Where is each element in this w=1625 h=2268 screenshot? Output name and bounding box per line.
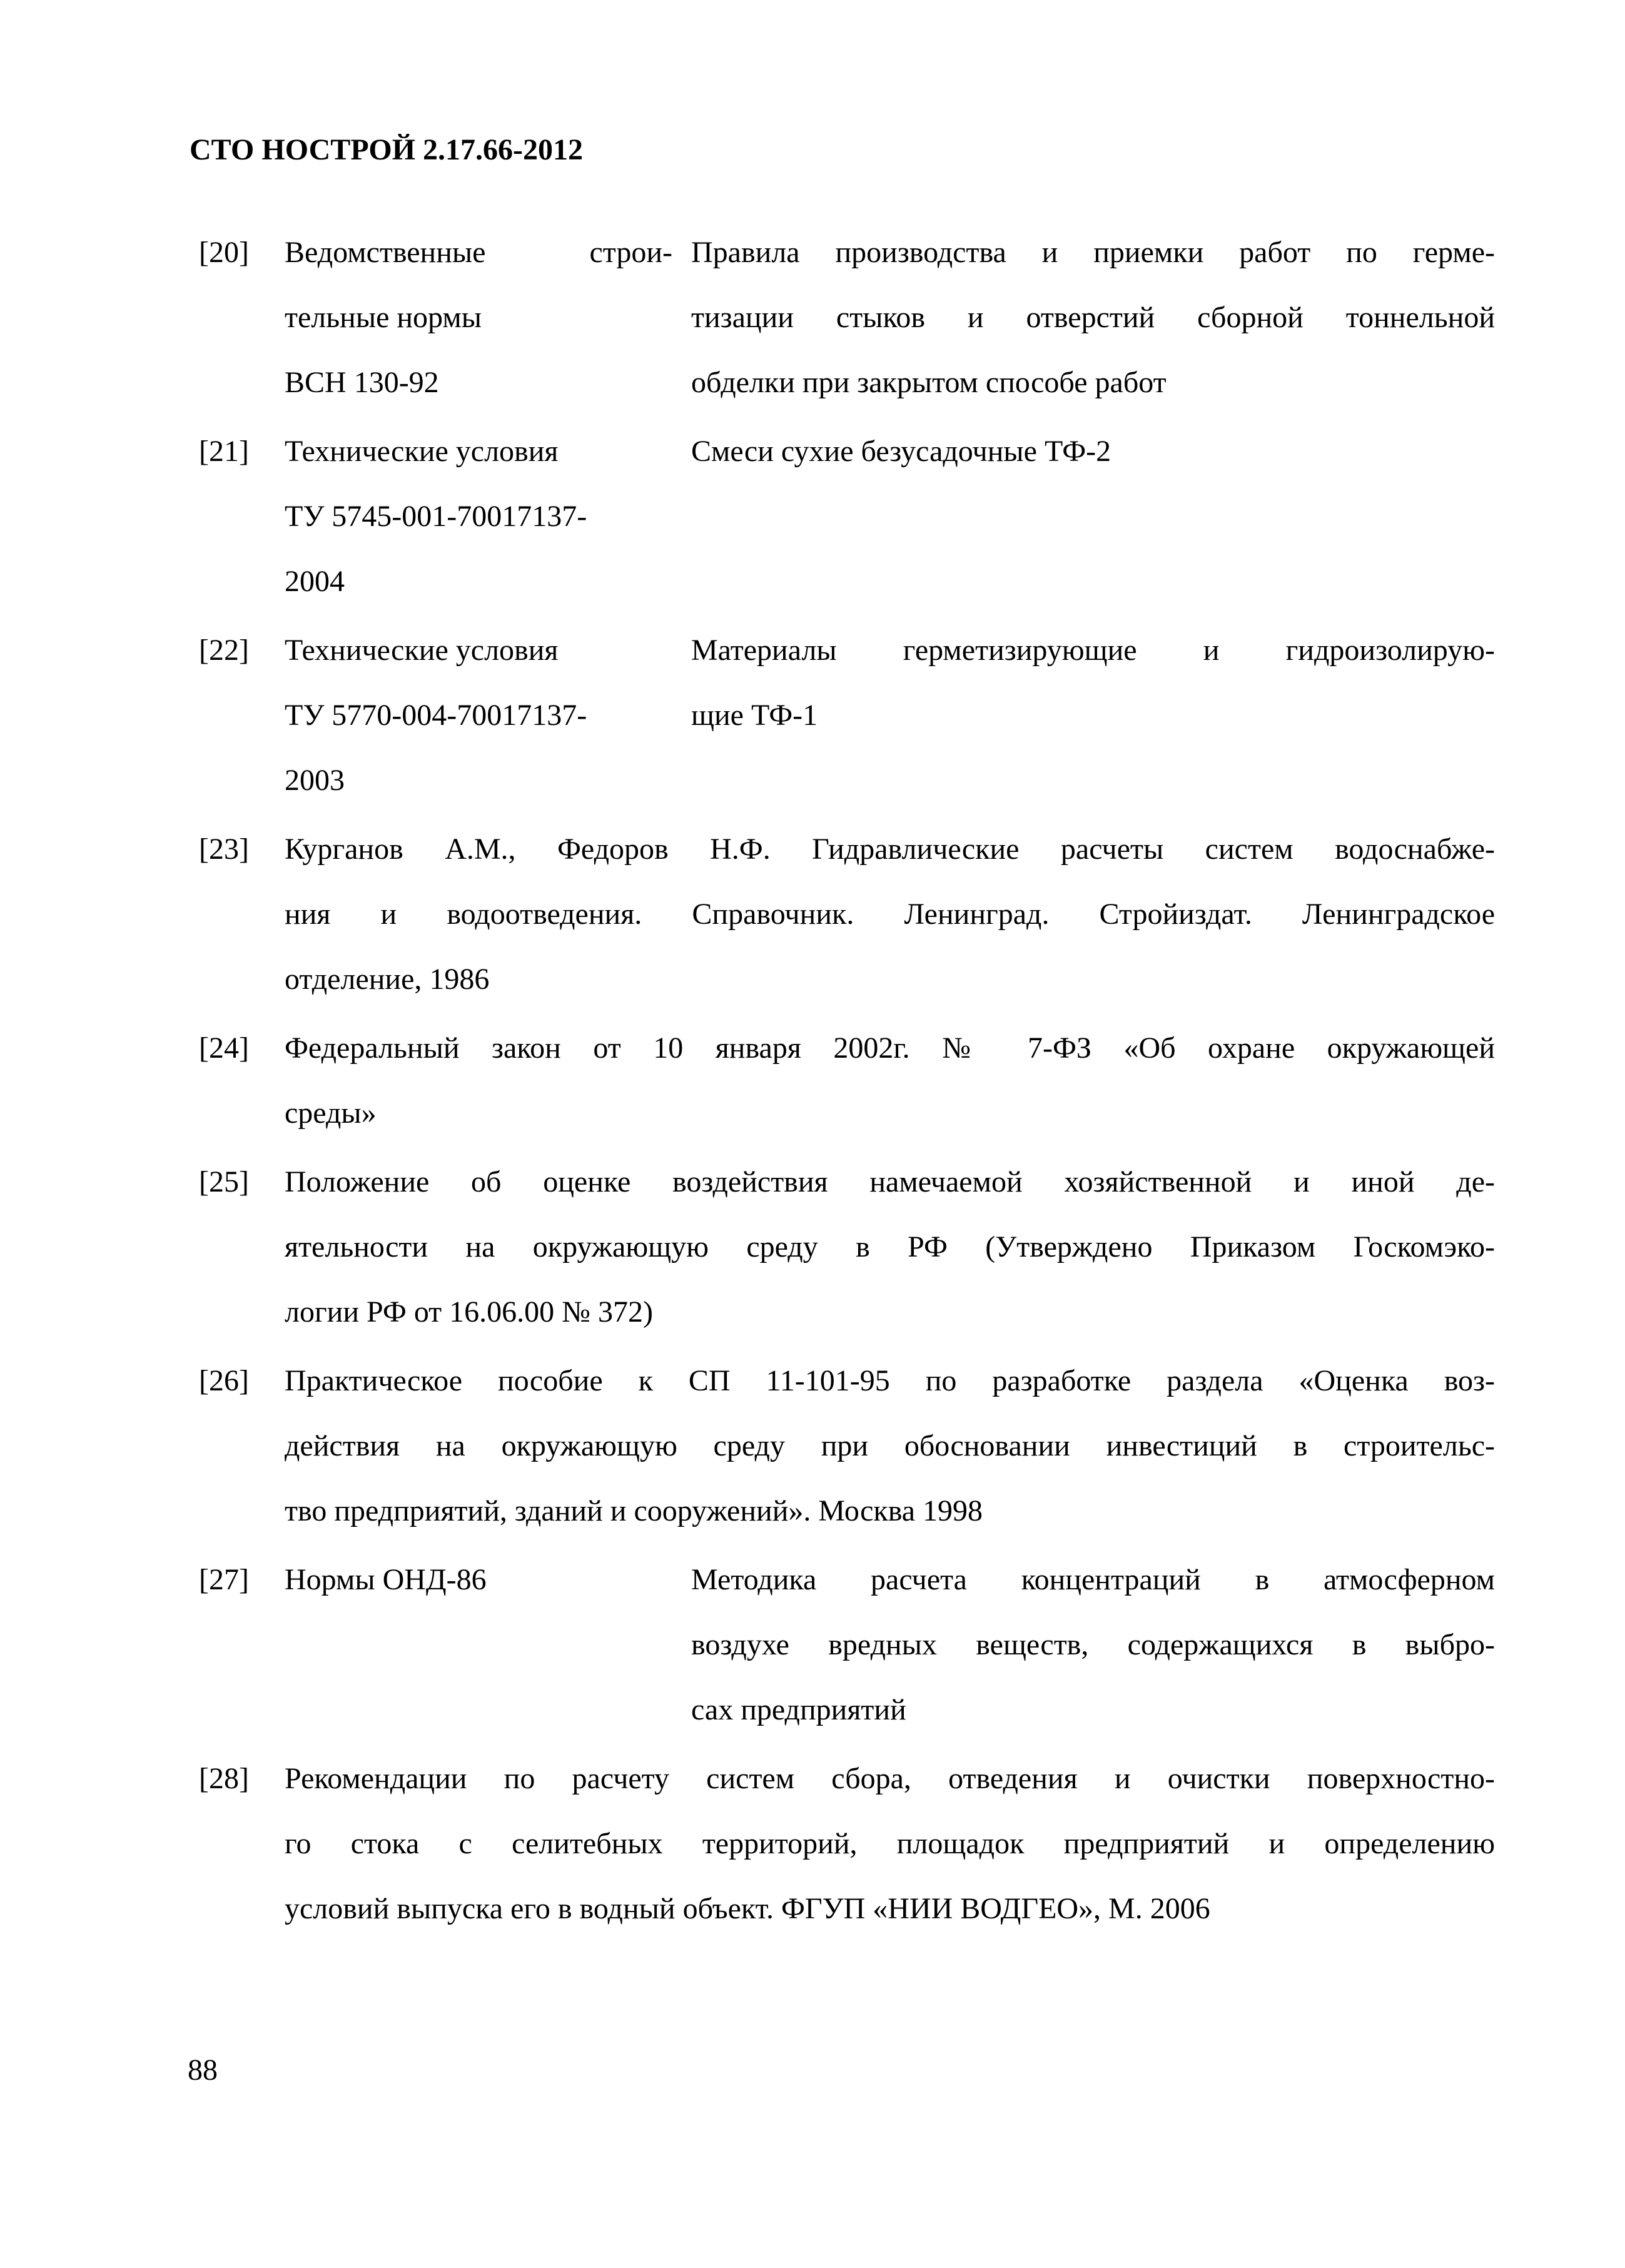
reference-text-line: 2004	[285, 565, 345, 598]
reference-text-line: Методика расчета концентраций в атмосферном	[691, 1563, 1495, 1596]
reference-body	[285, 817, 1495, 1012]
reference-text-line: сах предприятий	[691, 1693, 906, 1726]
reference-text-line: воздухе вредных веществ, содержащихся в выбро-	[691, 1628, 1495, 1661]
reference-number: [23]	[199, 833, 249, 866]
reference-text-line: обделки при закрытом способе работ	[691, 366, 1167, 399]
reference-designation-column	[285, 419, 672, 614]
reference-columns	[285, 419, 1495, 614]
reference-columns	[285, 220, 1495, 415]
reference-item	[199, 1016, 1495, 1146]
reference-item	[199, 1349, 1495, 1544]
reference-text-line: ТУ 5745-001-70017137-	[285, 500, 587, 533]
reference-item	[199, 419, 1495, 614]
reference-text-line: Правила производства и приемки работ по герме-	[691, 236, 1495, 269]
reference-text-line: Рекомендации по расчету систем сбора, отведения и очистки поверхностно-	[285, 1762, 1495, 1795]
reference-text-line: ТУ 5770-004-70017137-	[285, 699, 587, 732]
reference-number: [25]	[199, 1165, 249, 1198]
reference-item	[199, 1150, 1495, 1345]
reference-body	[285, 1746, 1495, 1941]
reference-text-line: Положение об оценке воздействия намечаемой хозяйственной и иной де-	[285, 1165, 1495, 1198]
reference-text-line: Технические условия	[285, 634, 559, 667]
reference-text-line: го стока с селитебных территорий, площадок предприятий и определению	[285, 1827, 1495, 1860]
reference-text-line: Курганов А.М., Федоров Н.Ф. Гидравлические расчеты систем водоснабже-	[285, 833, 1495, 866]
reference-columns	[285, 1547, 1495, 1743]
reference-text-line: 2003	[285, 764, 345, 797]
reference-text-line: Технические условия	[285, 435, 559, 468]
references-list	[199, 220, 1495, 1945]
reference-text-line: Федеральный закон от 10 января 2002г. № 7-ФЗ «Об охране окружающей	[285, 1031, 1495, 1065]
reference-body	[285, 1150, 1495, 1345]
reference-text-line: щие ТФ-1	[691, 699, 818, 732]
reference-number: [27]	[199, 1563, 249, 1596]
reference-text-line: Ведомственные строи-	[285, 236, 672, 269]
reference-text-line: действия на окружающую среду при обосновании инвестиций в строительс-	[285, 1429, 1495, 1462]
reference-item	[199, 1547, 1495, 1743]
reference-text-line: тво предприятий, зданий и сооружений». Москва 1998	[285, 1494, 983, 1527]
reference-text-line: ятельности на окружающую среду в РФ (Утверждено Приказом Госкомэко-	[285, 1230, 1495, 1263]
reference-text-line: условий выпуска его в водный объект. ФГУП «НИИ ВОДГЕО», М. 2006	[285, 1892, 1210, 1925]
reference-number: [26]	[199, 1364, 249, 1397]
reference-body	[285, 419, 1495, 614]
reference-designation-column	[285, 220, 672, 415]
reference-item	[199, 817, 1495, 1012]
reference-body	[285, 1547, 1495, 1743]
reference-body	[285, 220, 1495, 415]
page-number: 88	[188, 2053, 218, 2087]
reference-description-column	[691, 220, 1495, 415]
reference-body	[285, 1016, 1495, 1146]
reference-number: [21]	[199, 435, 249, 468]
reference-item	[199, 618, 1495, 813]
reference-number: [28]	[199, 1762, 249, 1795]
reference-text-line: тизации стыков и отверстий сборной тоннельной	[691, 301, 1495, 334]
reference-text-line: логии РФ от 16.06.00 № 372)	[285, 1295, 653, 1329]
reference-text-line: ВСН 130-92	[285, 366, 439, 399]
reference-description-column	[691, 618, 1495, 813]
document-header: СТО НОСТРОЙ 2.17.66-2012	[190, 133, 584, 166]
reference-description-column	[691, 419, 1495, 614]
reference-number: [24]	[199, 1031, 249, 1065]
reference-columns	[285, 618, 1495, 813]
reference-text-line: отделение, 1986	[285, 963, 490, 996]
reference-text-line: Смеси сухие безусадочные ТФ-2	[691, 435, 1111, 468]
reference-text-line: ния и водоотведения. Справочник. Ленинград. Стройиздат. Ленинградское	[285, 898, 1495, 931]
reference-text-line: Нормы ОНД-86	[285, 1563, 487, 1596]
reference-text-line: Материалы герметизирующие и гидроизолирую-	[691, 634, 1495, 667]
reference-designation-column	[285, 618, 672, 813]
reference-item	[199, 220, 1495, 415]
reference-item	[199, 1746, 1495, 1941]
reference-number: [22]	[199, 634, 249, 667]
reference-body	[285, 1349, 1495, 1544]
reference-text-line: Практическое пособие к СП 11-101-95 по разработке раздела «Оценка воз-	[285, 1364, 1495, 1397]
reference-number: [20]	[199, 236, 249, 269]
reference-text-line: среды»	[285, 1096, 377, 1130]
reference-text-line: тельные нормы	[285, 301, 482, 334]
reference-description-column	[691, 1547, 1495, 1743]
reference-designation-column	[285, 1547, 672, 1743]
reference-body	[285, 618, 1495, 813]
